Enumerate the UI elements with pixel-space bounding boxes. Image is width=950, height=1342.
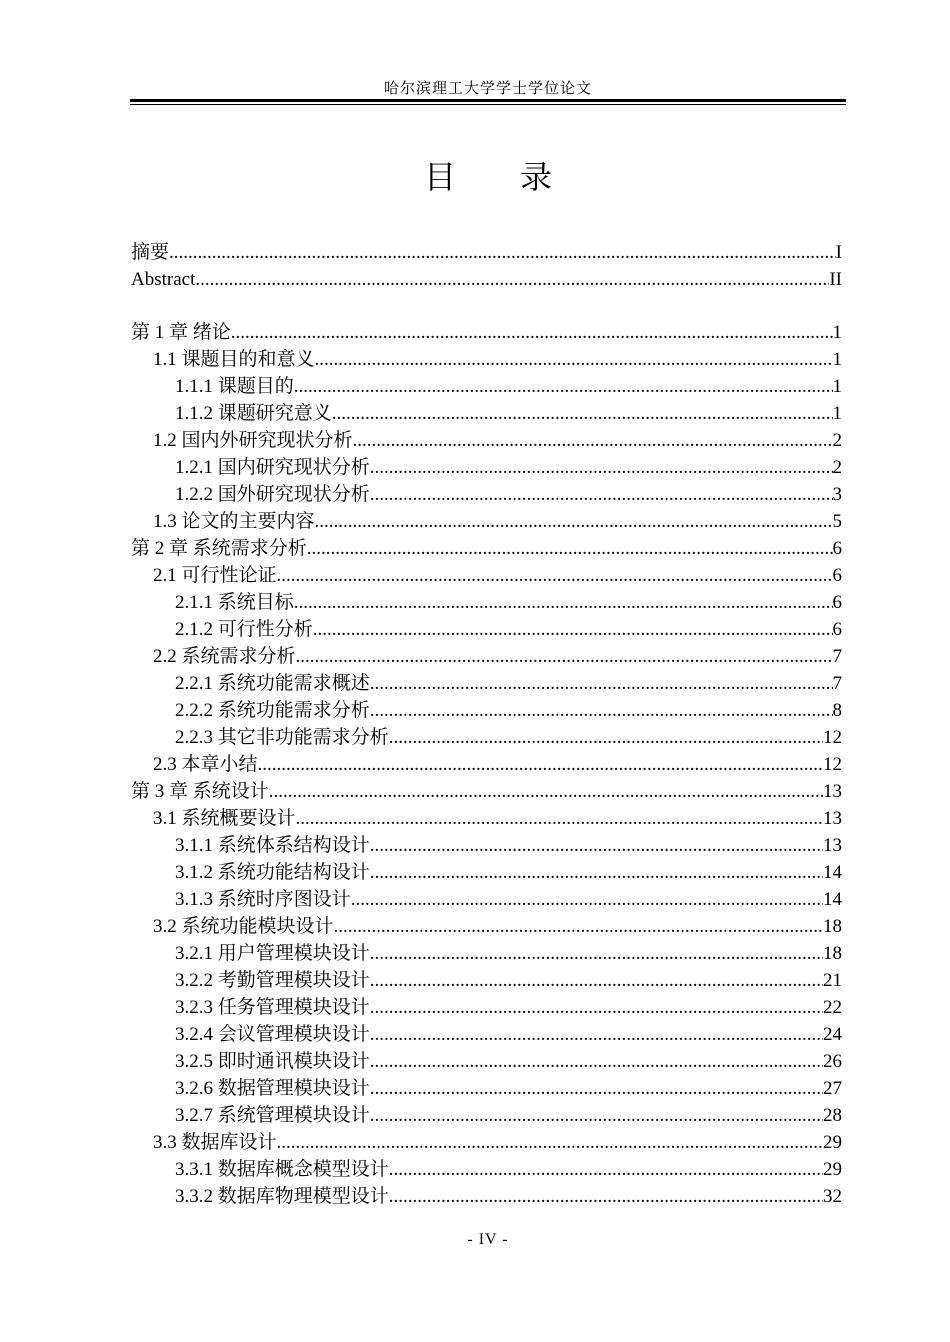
toc-entry-page: 1 bbox=[832, 349, 842, 370]
toc-entry-label: 2.2 系统需求分析 bbox=[153, 646, 296, 667]
toc-entry[interactable] bbox=[131, 643, 842, 670]
toc-dot-leader bbox=[370, 697, 833, 724]
toc-entry[interactable] bbox=[131, 1075, 842, 1102]
toc-entry[interactable] bbox=[131, 697, 842, 724]
toc-entry[interactable] bbox=[131, 724, 842, 751]
toc-entry-page: 32 bbox=[823, 1186, 842, 1207]
toc-entry-page: 21 bbox=[823, 970, 842, 991]
toc-entry-label: 2.3 本章小结 bbox=[153, 754, 258, 775]
toc-entry-page: 13 bbox=[823, 808, 842, 829]
toc-entry-label: 2.2.3 其它非功能需求分析 bbox=[175, 727, 389, 748]
toc-entry-label: 1.1.1 课题目的 bbox=[175, 376, 294, 397]
toc-entry-label: 1.2.2 国外研究现状分析 bbox=[175, 484, 370, 505]
toc-entry-page: 26 bbox=[823, 1051, 842, 1072]
toc-entry-page: 8 bbox=[832, 700, 842, 721]
toc-dot-leader bbox=[169, 239, 836, 266]
toc-dot-leader bbox=[315, 346, 833, 373]
toc-entry[interactable] bbox=[131, 346, 842, 373]
toc-entry[interactable] bbox=[131, 1102, 842, 1129]
toc-entry-label: 3.2 系统功能模块设计 bbox=[153, 916, 334, 937]
toc-entry-page: I bbox=[835, 242, 842, 263]
toc-entry-page: 6 bbox=[832, 538, 842, 559]
toc-entry[interactable] bbox=[131, 1021, 842, 1048]
toc-entry-label: 2.2.1 系统功能需求概述 bbox=[175, 673, 370, 694]
toc-entry[interactable] bbox=[131, 751, 842, 778]
toc-dot-leader bbox=[370, 1021, 823, 1048]
toc-dot-leader bbox=[294, 589, 833, 616]
toc-entry-page: 6 bbox=[832, 565, 842, 586]
toc-entry-label: 3.3.1 数据库概念模型设计 bbox=[175, 1159, 389, 1180]
toc-dot-leader bbox=[370, 994, 823, 1021]
toc-entry[interactable] bbox=[131, 535, 842, 562]
toc-dot-leader bbox=[231, 319, 833, 346]
toc-entry-page: 14 bbox=[823, 862, 842, 883]
toc-dot-leader bbox=[332, 400, 833, 427]
toc-entry-label: 3.2.5 即时通讯模块设计 bbox=[175, 1051, 370, 1072]
toc-entry-page: 13 bbox=[823, 835, 842, 856]
toc-entry[interactable] bbox=[131, 886, 842, 913]
toc-dot-leader bbox=[294, 373, 833, 400]
toc-dot-leader bbox=[277, 1129, 823, 1156]
toc-entry[interactable] bbox=[131, 239, 842, 266]
toc-entry-label: 第 1 章 绪论 bbox=[131, 322, 231, 343]
toc-dot-leader bbox=[313, 616, 833, 643]
toc-entry-page: 14 bbox=[823, 889, 842, 910]
toc-entry-page: 2 bbox=[832, 457, 842, 478]
toc-entry-page: 18 bbox=[823, 916, 842, 937]
toc-entry-label: 3.1 系统概要设计 bbox=[153, 808, 296, 829]
toc-entry-page: 1 bbox=[832, 376, 842, 397]
page-number: - IV - bbox=[467, 1231, 509, 1248]
toc-dot-leader bbox=[277, 562, 833, 589]
toc-entry-page: 7 bbox=[832, 646, 842, 667]
toc-entry-page: 1 bbox=[832, 322, 842, 343]
toc-dot-leader bbox=[389, 1156, 823, 1183]
toc-entry-page: 29 bbox=[823, 1132, 842, 1153]
toc-dot-leader bbox=[296, 805, 823, 832]
toc-dot-leader bbox=[389, 1183, 823, 1210]
toc-entry-page: 29 bbox=[823, 1159, 842, 1180]
toc-entry-label: 3.1.3 系统时序图设计 bbox=[175, 889, 351, 910]
toc-entry-page: 2 bbox=[832, 430, 842, 451]
toc-entry-label: 3.2.3 任务管理模块设计 bbox=[175, 997, 370, 1018]
toc-entry[interactable] bbox=[131, 562, 842, 589]
toc-entry[interactable] bbox=[131, 508, 842, 535]
toc-dot-leader bbox=[370, 1048, 823, 1075]
toc-entry-label: 1.1.2 课题研究意义 bbox=[175, 403, 332, 424]
toc-dot-leader bbox=[315, 508, 833, 535]
toc-dot-leader bbox=[269, 778, 823, 805]
toc-entry[interactable] bbox=[131, 778, 842, 805]
toc-dot-leader bbox=[351, 886, 823, 913]
toc-entry[interactable] bbox=[131, 1129, 842, 1156]
toc-dot-leader bbox=[307, 535, 833, 562]
toc-entry-page: 22 bbox=[823, 997, 842, 1018]
toc-dot-leader bbox=[389, 724, 823, 751]
toc-entry-label: 1.1 课题目的和意义 bbox=[153, 349, 315, 370]
toc-entry-label: 2.1.1 系统目标 bbox=[175, 592, 294, 613]
toc-entry[interactable] bbox=[131, 1048, 842, 1075]
toc-entry-label: 3.3 数据库设计 bbox=[153, 1132, 277, 1153]
toc-entry-label: 第 3 章 系统设计 bbox=[131, 781, 269, 802]
toc-dot-leader bbox=[370, 1102, 823, 1129]
toc-entry[interactable] bbox=[131, 400, 842, 427]
toc-entry-label: 3.2.1 用户管理模块设计 bbox=[175, 943, 370, 964]
toc-entry-page: 6 bbox=[832, 592, 842, 613]
toc-entry[interactable] bbox=[131, 589, 842, 616]
toc-entry-label: 摘要 bbox=[131, 242, 170, 263]
toc-entry-label: Abstract bbox=[131, 269, 196, 290]
toc-entry-label: 3.2.7 系统管理模块设计 bbox=[175, 1105, 370, 1126]
toc-entry[interactable] bbox=[131, 319, 842, 346]
toc-entry-label: 2.1.2 可行性分析 bbox=[175, 619, 313, 640]
toc-entry-label: 第 2 章 系统需求分析 bbox=[131, 538, 307, 559]
toc-entry[interactable] bbox=[131, 266, 842, 293]
header-rule-thick bbox=[130, 99, 846, 102]
toc-dot-leader bbox=[370, 1075, 823, 1102]
toc-dot-leader bbox=[370, 967, 823, 994]
toc-entry-page: 1 bbox=[832, 403, 842, 424]
toc-entry[interactable] bbox=[131, 1183, 842, 1210]
toc-entry[interactable] bbox=[131, 940, 842, 967]
toc-entry-label: 3.2.4 会议管理模块设计 bbox=[175, 1024, 370, 1045]
toc-entry-page: 13 bbox=[823, 781, 842, 802]
toc-entry-label: 1.2 国内外研究现状分析 bbox=[153, 430, 353, 451]
toc-entry-page: 24 bbox=[823, 1024, 842, 1045]
toc-entry[interactable] bbox=[131, 670, 842, 697]
toc-entry-label: 3.2.6 数据管理模块设计 bbox=[175, 1078, 370, 1099]
toc-dot-leader bbox=[296, 643, 833, 670]
toc-entry-page: 3 bbox=[832, 484, 842, 505]
toc-entry[interactable] bbox=[131, 913, 842, 940]
header-rule-thin bbox=[130, 104, 846, 105]
toc-dot-leader bbox=[370, 454, 833, 481]
toc-dot-leader bbox=[370, 940, 823, 967]
toc-dot-leader bbox=[258, 751, 823, 778]
toc-entry-page: II bbox=[829, 269, 842, 290]
toc-dot-leader bbox=[195, 266, 829, 293]
toc-entry-label: 3.2.2 考勤管理模块设计 bbox=[175, 970, 370, 991]
toc-entry-page: 27 bbox=[823, 1078, 842, 1099]
toc-dot-leader bbox=[370, 859, 823, 886]
toc-entry-label: 3.3.2 数据库物理模型设计 bbox=[175, 1186, 389, 1207]
toc-entry-page: 5 bbox=[832, 511, 842, 532]
toc-dot-leader bbox=[370, 670, 833, 697]
toc-entry[interactable] bbox=[131, 1156, 842, 1183]
toc-entry-page: 28 bbox=[823, 1105, 842, 1126]
toc-entry[interactable] bbox=[131, 481, 842, 508]
toc-dot-leader bbox=[353, 427, 833, 454]
toc-entry-page: 18 bbox=[823, 943, 842, 964]
table-of-contents bbox=[131, 239, 842, 1210]
toc-entry-label: 1.3 论文的主要内容 bbox=[153, 511, 315, 532]
toc-entry-page: 12 bbox=[823, 727, 842, 748]
page-title: 目 录 bbox=[423, 159, 580, 195]
toc-entry[interactable] bbox=[131, 373, 842, 400]
toc-entry[interactable] bbox=[131, 832, 842, 859]
toc-entry-label: 2.1 可行性论证 bbox=[153, 565, 277, 586]
running-header: 哈尔滨理工大学学士学位论文 bbox=[383, 81, 592, 97]
toc-entry[interactable] bbox=[131, 616, 842, 643]
toc-entry-label: 2.2.2 系统功能需求分析 bbox=[175, 700, 370, 721]
toc-entry-label: 3.1.1 系统体系结构设计 bbox=[175, 835, 370, 856]
toc-entry[interactable] bbox=[131, 427, 842, 454]
toc-entry-label: 1.2.1 国内研究现状分析 bbox=[175, 457, 370, 478]
toc-entry-page: 6 bbox=[832, 619, 842, 640]
toc-entry-label: 3.1.2 系统功能结构设计 bbox=[175, 862, 370, 883]
toc-entry[interactable] bbox=[131, 994, 842, 1021]
toc-dot-leader bbox=[370, 832, 823, 859]
toc-dot-leader bbox=[370, 481, 833, 508]
toc-entry[interactable] bbox=[131, 454, 842, 481]
toc-entry-page: 7 bbox=[832, 673, 842, 694]
toc-entry[interactable] bbox=[131, 967, 842, 994]
toc-entry[interactable] bbox=[131, 805, 842, 832]
toc-dot-leader bbox=[334, 913, 823, 940]
toc-entry-page: 12 bbox=[823, 754, 842, 775]
toc-entry[interactable] bbox=[131, 859, 842, 886]
